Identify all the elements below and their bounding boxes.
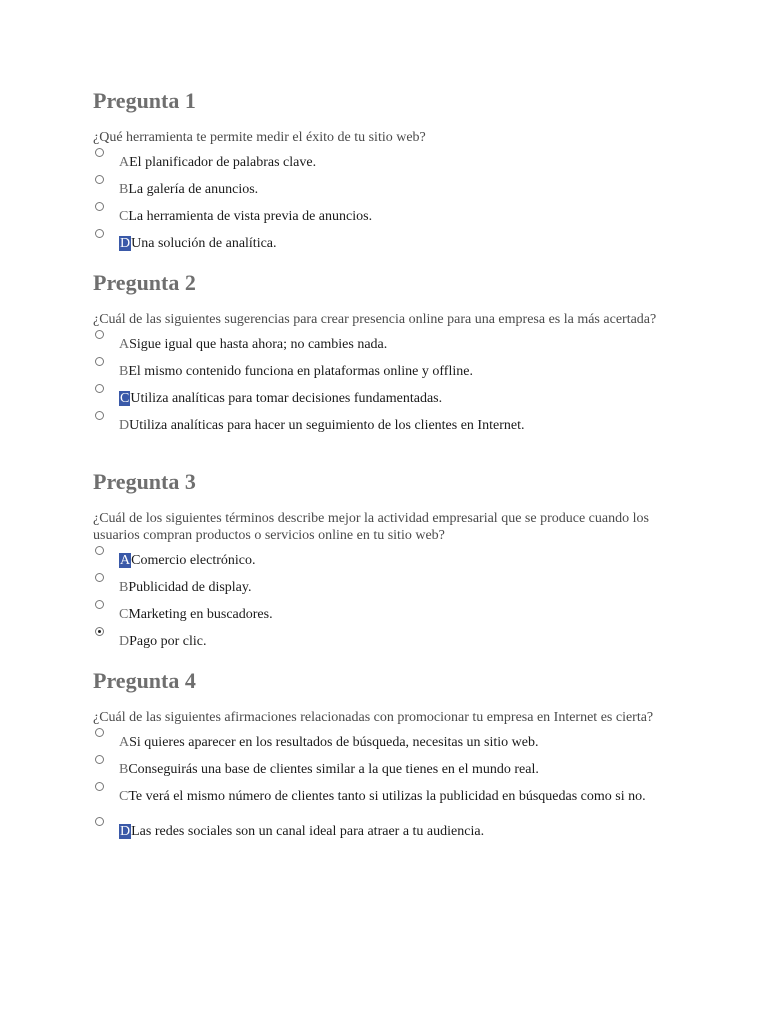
radio-button[interactable] [95,229,104,238]
option-label: Una solución de analítica. [131,236,277,251]
option-label: Utiliza analíticas para hacer un seguimiento de los clientes en Internet. [129,418,525,433]
option-label: Sigue igual que hasta ahora; no cambies nada. [129,337,388,352]
radio-button-checked[interactable] [95,627,104,636]
question-text: ¿Cuál de las siguientes afirmaciones relacionadas con promocionar tu empresa en Internet es cierta? [93,710,654,725]
option-label: Comercio electrónico. [131,553,256,568]
option-a[interactable] [93,728,683,755]
radio-button[interactable] [95,573,104,582]
option-label: La galería de anuncios. [128,182,259,197]
option-letter: B [119,580,129,595]
option-letter: C [119,789,129,804]
question-text: ¿Cuál de los siguientes términos describe mejor la actividad empresarial que se produce cuando los usuarios compran productos o servicios online en tu sitio web? [93,511,649,543]
option-letter: A [119,735,130,750]
option-label: Te verá el mismo número de clientes tanto si utilizas la publicidad en búsquedas como si no. [128,789,646,804]
question-title: Pregunta 2 [93,270,196,295]
option-label: Las redes sociales son un canal ideal para atraer a tu audiencia. [131,824,485,839]
question-text: ¿Qué herramienta te permite medir el éxito de tu sitio web? [93,130,426,145]
radio-button[interactable] [95,755,104,764]
options-list [93,546,683,654]
option-letter-highlighted: C [120,391,130,406]
radio-button[interactable] [95,202,104,211]
option-a[interactable] [93,148,683,175]
question-text: ¿Cuál de las siguientes sugerencias para crear presencia online para una empresa es la más acertada? [93,312,657,327]
option-letter-highlighted: A [120,553,131,568]
options-list [93,148,683,256]
option-c[interactable] [83,782,683,817]
option-letter: D [119,634,130,649]
option-letter: C [119,209,129,224]
option-letter-highlighted: D [120,236,131,251]
option-letter: D [119,418,130,433]
question-title: Pregunta 4 [93,668,196,693]
radio-button[interactable] [95,817,104,826]
option-c[interactable] [93,384,683,411]
option-label: Marketing en buscadores. [128,607,273,622]
option-a[interactable] [93,546,683,573]
option-b[interactable] [93,755,683,782]
radio-button[interactable] [95,546,104,555]
radio-button[interactable] [95,728,104,737]
option-label: El mismo contenido funciona en plataformas online y offline. [128,364,473,379]
option-b[interactable] [93,175,683,202]
option-letter: B [119,762,129,777]
question-title: Pregunta 1 [93,88,196,113]
option-a[interactable] [93,330,683,357]
option-letter-highlighted: D [120,824,131,839]
option-c[interactable] [93,202,683,229]
radio-button[interactable] [95,411,104,420]
option-d[interactable] [93,817,683,844]
option-label: Pago por clic. [129,634,207,649]
question-1 [93,88,683,256]
option-d[interactable] [93,229,683,256]
question-2 [93,270,683,438]
options-list [93,728,683,844]
option-letter: A [119,155,130,170]
radio-button[interactable] [95,600,104,609]
option-label: La herramienta de vista previa de anuncios. [128,209,373,224]
option-letter: A [119,337,130,352]
question-title: Pregunta 3 [93,469,196,494]
option-letter: B [119,182,129,197]
option-b[interactable] [93,573,683,600]
option-label: Si quieres aparecer en los resultados de búsqueda, necesitas un sitio web. [129,735,539,750]
option-d[interactable] [93,411,683,438]
option-label: El planificador de palabras clave. [129,155,317,170]
radio-button[interactable] [95,175,104,184]
option-c[interactable] [93,600,683,627]
radio-button[interactable] [95,330,104,339]
option-label: Publicidad de display. [128,580,252,595]
question-4 [93,668,683,844]
option-d[interactable] [93,627,683,654]
option-letter: C [119,607,129,622]
radio-button[interactable] [95,148,104,157]
options-list [93,330,683,438]
question-3 [93,469,683,654]
radio-button[interactable] [95,384,104,393]
option-letter: B [119,364,129,379]
option-b[interactable] [93,357,683,384]
option-label: Conseguirás una base de clientes similar a la que tienes en el mundo real. [128,762,539,777]
radio-button[interactable] [95,357,104,366]
option-label: Utiliza analíticas para tomar decisiones fundamentadas. [130,391,443,406]
